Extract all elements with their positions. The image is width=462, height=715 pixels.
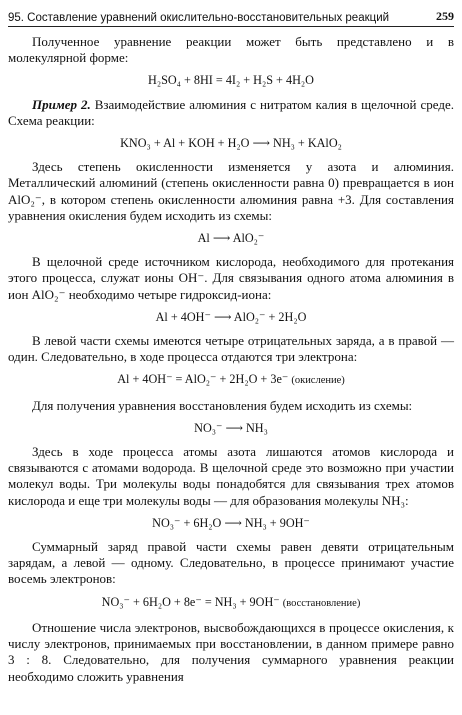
equation-6: NO₃⁻ ⟶ NH₃ bbox=[194, 420, 268, 435]
example-label: Пример 2. bbox=[32, 96, 91, 112]
equation-3: Al ⟶ AlO₂⁻ bbox=[197, 231, 265, 246]
equation-5-note: (окисление) bbox=[291, 375, 345, 387]
paragraph-oxygen-source: В щелочной среде источником кислорода, необходимого для протекания этого процесса, служат ионы OH⁻. Для связывания одного атома алюминия в ион AlO₂⁻ необходимо четыре гидроксид-иона: bbox=[8, 254, 454, 302]
paragraph-total-charge: Суммарный заряд правой части схемы равен девяти отрицательным зарядам, а левой — одному. Следовательно, в процессе принимают участие восемь электронов: bbox=[8, 539, 454, 587]
paragraph-electron-ratio: Отношение числа электронов, высвобождающихся в процессе окисления, к числу электронов, принимаемых при восстановлении, в данном примере равно 3 : 8. Следовательно, для получения суммарного уравнения реакции необходимо сложить уравнения bbox=[8, 619, 454, 684]
equation-8 bbox=[8, 594, 454, 612]
equation-5 bbox=[8, 371, 454, 389]
page-body bbox=[8, 34, 454, 691]
paragraph-reduction: Для получения уравнения восстановления будем исходить из схемы: bbox=[32, 397, 413, 413]
equation-7: NO₃⁻ + 6H₂O ⟶ NH₃ + 9OH⁻ bbox=[152, 515, 310, 530]
page-number: 259 bbox=[436, 9, 454, 23]
section-title: 95. Составление уравнений окислительно-восстановительных реакций bbox=[8, 12, 390, 24]
paragraph-charges: В левой части схемы имеются четыре отрицательных заряда, а в правой — один. Следовательно, в ходе процесса отдаются три электрона: bbox=[8, 333, 454, 365]
running-header bbox=[8, 6, 454, 27]
example-text: Взаимодействие алюминия с нитратом калия в щелочной среде. Схема реакции: bbox=[8, 96, 454, 128]
paragraph-oxidation-state: Здесь степень окисленности изменяется у азота и алюминия. Металлический алюминий (степень окисленности равна 0) превращается в ион AlO₂⁻, в котором степень окисленности алюминия равна +3. Для составления уравнения окисления будем исходить из схемы: bbox=[8, 159, 454, 223]
paragraph-example-2 bbox=[8, 97, 454, 129]
equation-8-formula: NO₃⁻ + 6H₂O + 8e⁻ = NH₃ + 9OH⁻ bbox=[101, 594, 280, 609]
equation-1: H₂SO₄ + 8HI = 4I₂ + H₂S + 4H₂O bbox=[148, 73, 314, 88]
equation-8-note: (восстановление) bbox=[282, 597, 361, 609]
equation-4: Al + 4OH⁻ ⟶ AlO₂⁻ + 2H₂O bbox=[155, 309, 307, 324]
equation-2: KNO₃ + Al + KOH + H₂O ⟶ NH₃ + KAlO₂ bbox=[120, 136, 342, 151]
paragraph-nitrogen: Здесь в ходе процесса атомы азота лишаются атомов кислорода и связываются с атомами водорода. В щелочной среде это возможно при участии молекул воды. Три молекулы воды понадобятся для связывания трех атомов кислорода и еще три молекулы воды — для образования молекулы NH₃: bbox=[8, 444, 454, 508]
paragraph-molecular-form: Полученное уравнение реакции может быть представлено и в молекулярной форме: bbox=[8, 34, 454, 66]
equation-5-formula: Al + 4OH⁻ = AlO₂⁻ + 2H₂O + 3e⁻ bbox=[117, 372, 289, 387]
